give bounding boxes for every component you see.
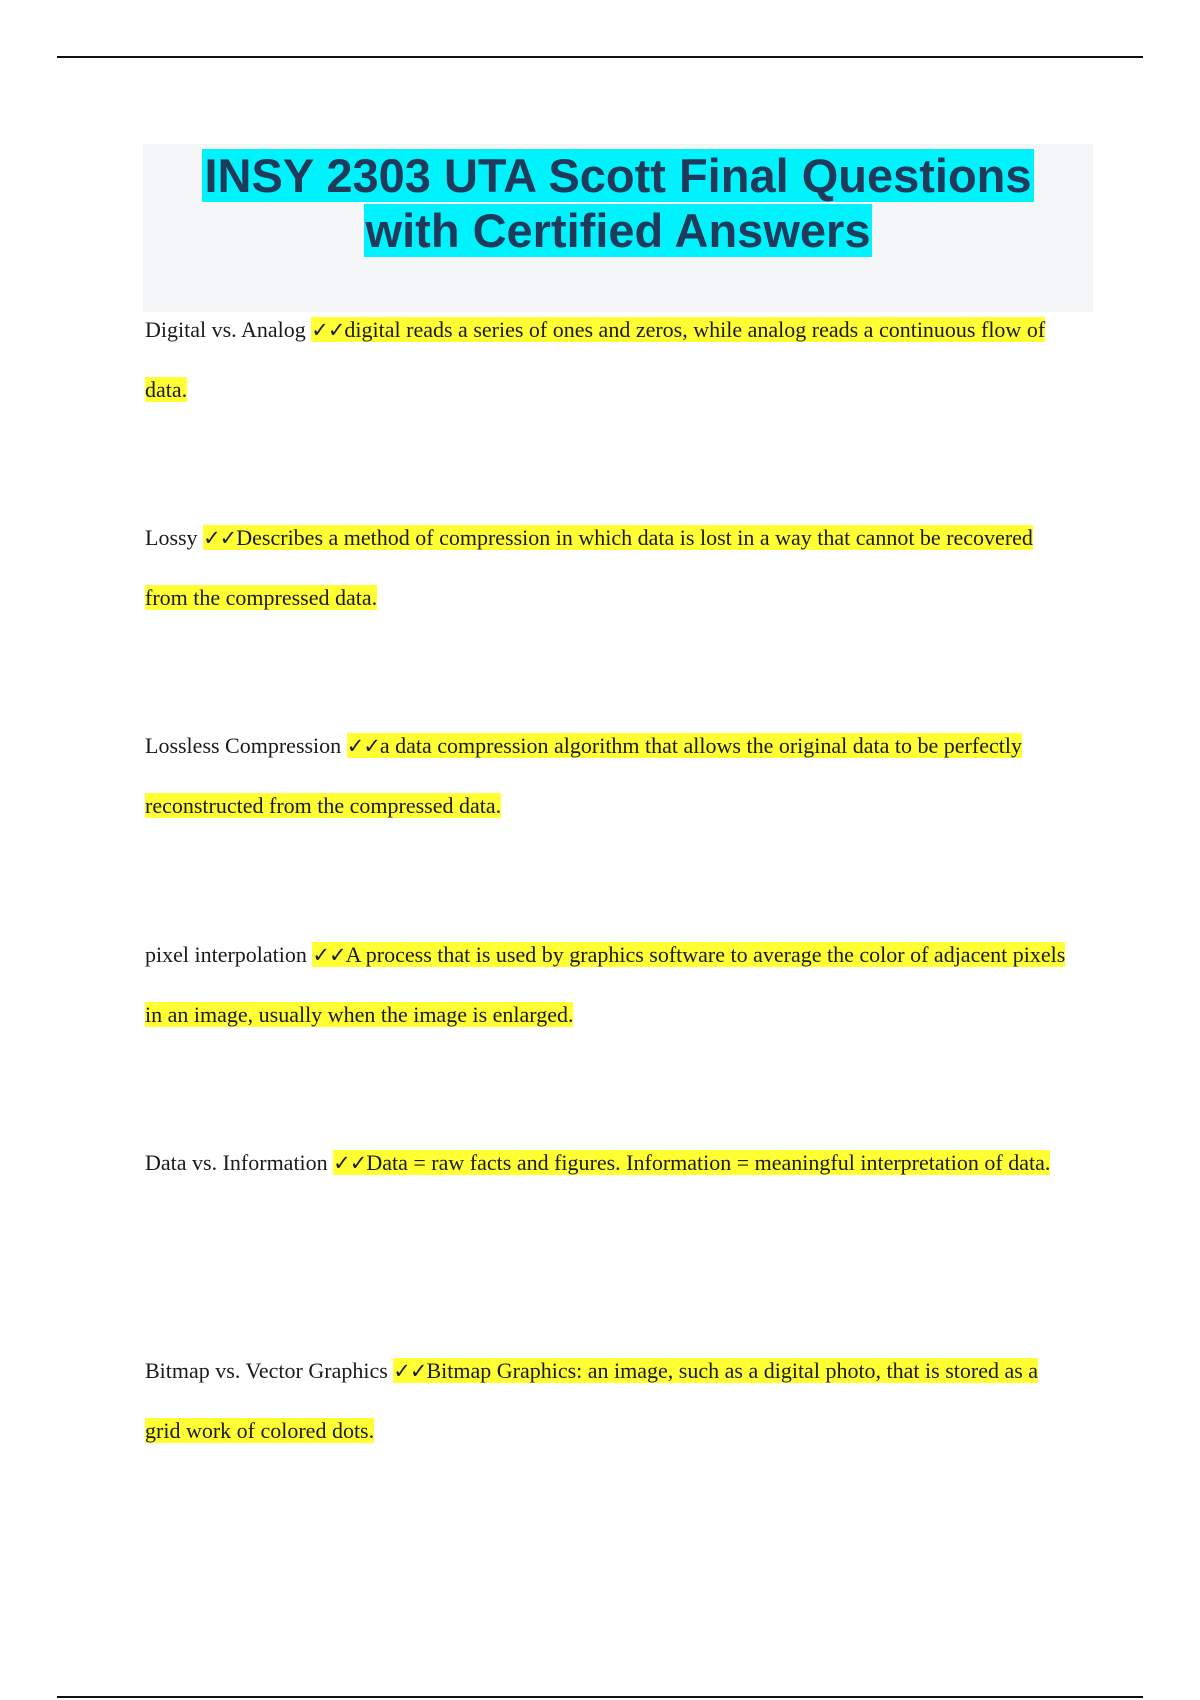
page-bottom-rule bbox=[57, 1696, 1143, 1698]
double-check-icon: ✓✓ bbox=[312, 943, 346, 967]
qa-answer-text: Bitmap Graphics: an image, such as a digital photo, that is stored as a grid work of colored dots. bbox=[145, 1358, 1039, 1443]
qa-item bbox=[145, 508, 1075, 628]
qa-term: Data vs. Information bbox=[145, 1150, 328, 1175]
qa-answer-text: A process that is used by graphics software to average the color of adjacent pixels in an image, usually when the image is enlarged. bbox=[145, 942, 1066, 1027]
title-block bbox=[143, 144, 1093, 312]
title-line-2: with Certified Answers bbox=[365, 204, 871, 257]
qa-item bbox=[145, 300, 1075, 420]
title-line-1: INSY 2303 UTA Scott Final Questions bbox=[204, 149, 1032, 202]
qa-item bbox=[145, 925, 1075, 1045]
qa-term: Lossy bbox=[145, 525, 198, 550]
qa-answer bbox=[145, 525, 1033, 610]
qa-answer-text: Data = raw facts and figures. Information = meaningful interpretation of data. bbox=[366, 1150, 1051, 1175]
qa-term: Bitmap vs. Vector Graphics bbox=[145, 1358, 388, 1383]
qa-answer bbox=[333, 1150, 1050, 1175]
double-check-icon: ✓✓ bbox=[333, 1151, 367, 1175]
page-top-rule bbox=[57, 56, 1143, 58]
double-check-icon: ✓✓ bbox=[346, 734, 380, 758]
qa-term: pixel interpolation bbox=[145, 942, 307, 967]
qa-term: Lossless Compression bbox=[145, 733, 342, 758]
qa-term: Digital vs. Analog bbox=[145, 317, 306, 342]
qa-item bbox=[145, 1341, 1075, 1461]
double-check-icon: ✓✓ bbox=[311, 318, 345, 342]
qa-answer-text: Describes a method of compression in which data is lost in a way that cannot be recovered from the compressed data. bbox=[145, 525, 1033, 610]
qa-answer-text: digital reads a series of ones and zeros, while analog reads a continuous flow of data. bbox=[145, 317, 1046, 402]
document-title bbox=[143, 148, 1093, 258]
qa-item bbox=[145, 1133, 1075, 1193]
double-check-icon: ✓✓ bbox=[393, 1359, 427, 1383]
double-check-icon: ✓✓ bbox=[203, 526, 237, 550]
qa-item bbox=[145, 716, 1075, 836]
qa-answer-text: a data compression algorithm that allows the original data to be perfectly reconstructed from the compressed data. bbox=[145, 733, 1022, 818]
